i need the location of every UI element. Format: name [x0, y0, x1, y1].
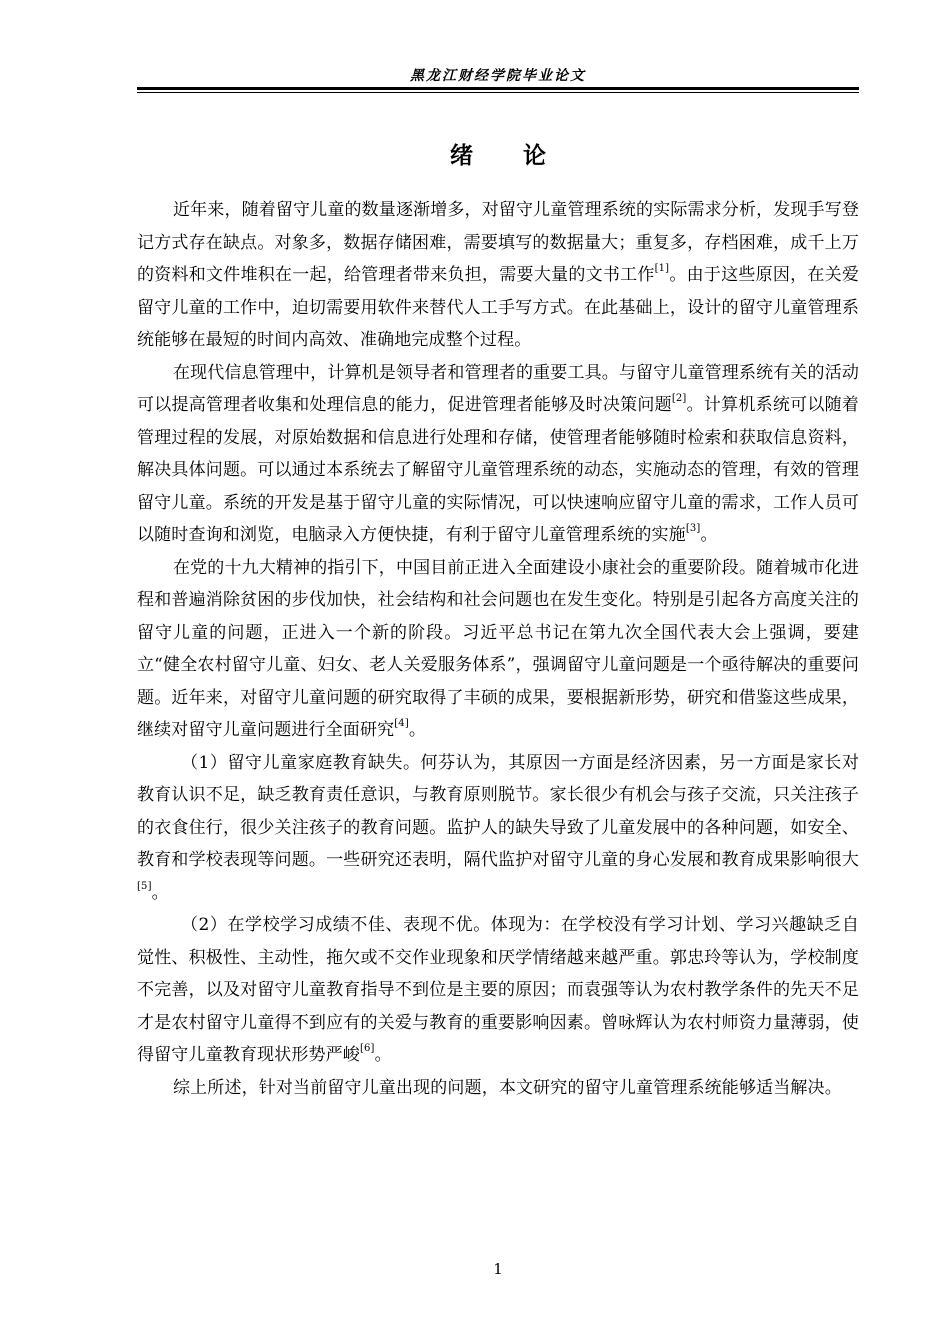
- body-text: [137, 194, 859, 1104]
- citation: [1]: [654, 263, 670, 275]
- paragraph-text: 在党的十九大精神的指引下，中国目前正进入全面建设小康社会的重要阶段。随着城市化进程和普遍消除贫困的步伐加快，社会结构和社会问题也在发生变化。特别是引起各方高度关注的留守儿童的问题，正进入一个新的阶段。习近平总书记在第九次全国代表大会上强调，要建立“健全农村留守儿童、妇女、老人关爱服务体系”，强调留守儿童问题是一个亟待解决的重要问题。近年来，对留守儿童问题的研究取得了丰硕的成果，要根据新形势，研究和借鉴这些成果，继续对留守儿童问题进行全面研究: [137, 557, 859, 740]
- paragraph-text: 。由于这些原因，在关爱留守儿童的工作中，迫切需要用软件来替代人工手写方式。在此基础上，设计的留守儿童管理系统能够在最短的时间内高效、准确地完成整个过程。: [137, 265, 860, 350]
- citation: [6]: [359, 1043, 375, 1055]
- section-title: 绪论: [450, 143, 596, 169]
- paragraph-text: 。: [151, 882, 169, 903]
- header-rule-thin: [137, 92, 859, 93]
- paragraph-4: [137, 747, 859, 910]
- citation: [2]: [671, 393, 687, 405]
- paragraph-text: （1）留守儿童家庭教育缺失。何芬认为，其原因一方面是经济因素，另一方面是家长对教育认识不足，缺乏教育责任意识，与教育原则脱节。家长很少有机会与孩子交流，只关注孩子的衣食住行，很少关注孩子的教育问题。监护人的缺失导致了儿童发展中的各种问题，如安全、教育和学校表现等问题。一些研究还表明，隔代监护对留守儿童的身心发展和教育成果影响很大: [137, 752, 859, 870]
- paragraph-1: [137, 194, 859, 357]
- paragraph-5: [137, 909, 859, 1072]
- paragraph-text: 在现代信息管理中，计算机是领导者和管理者的重要工具。与留守儿童管理系统有关的活动可以提高管理者收集和处理信息的能力，促进管理者能够及时决策问题: [137, 362, 859, 415]
- citation: [3]: [685, 523, 701, 535]
- running-header: 黑龙江财经学院毕业论文: [410, 68, 586, 84]
- citation: [4]: [394, 718, 409, 730]
- paragraph-3: [137, 552, 859, 747]
- paragraph-text: （2）在学校学习成绩不佳、表现不优。体现为：在学校没有学习计划、学习兴趣缺乏自觉性、积极性、主动性，拖欠或不交作业现象和厌学情绪越来越严重。郭忠玲等认为，学校制度不完善，以及对留守儿童教育指导不到位是主要的原因；而袁强等认为农村教学条件的先天不足才是农村留守儿童得不到应有的关爱与教育的重要影响因素。曾咏辉认为农村师资力量薄弱，使得留守儿童教育现状形势严峻: [137, 915, 859, 1065]
- paragraph-text: 。: [408, 720, 427, 740]
- paragraph-text: 。: [700, 525, 718, 545]
- paragraph-2: [137, 357, 859, 552]
- paragraph-text: 综上所述，针对当前留守儿童出现的问题，本文研究的留守儿童管理系统能够适当解决。: [173, 1077, 842, 1098]
- paragraph-text: 近年来，随着留守儿童的数量逐渐增多，对留守儿童管理系统的实际需求分析，发现手写登记方式存在缺点。对象多，数据存储困难，需要填写的数据量大；重复多，存档困难，成千上万的资料和文件堆积在一起，给管理者带来负担，需要大量的文书工作: [137, 200, 859, 285]
- paragraph-6: [137, 1072, 859, 1105]
- citation: [5]: [137, 880, 152, 892]
- paragraph-text: 。: [374, 1045, 392, 1065]
- header-rule-thick: [137, 87, 859, 90]
- page-number: 1: [493, 1260, 503, 1278]
- paragraph-text: 。计算机系统可以随着管理过程的发展，对原始数据和信息进行处理和存储，使管理者能够随时检索和获取信息资料，解决具体问题。可以通过本系统去了解留守儿童管理系统的动态，实施动态的管理，有效的管理留守儿童。系统的开发是基于留守儿童的实际情况，可以快速响应留守儿童的需求，工作人员可以随时查询和浏览，电脑录入方便快捷，有利于留守儿童管理系统的实施: [137, 395, 859, 545]
